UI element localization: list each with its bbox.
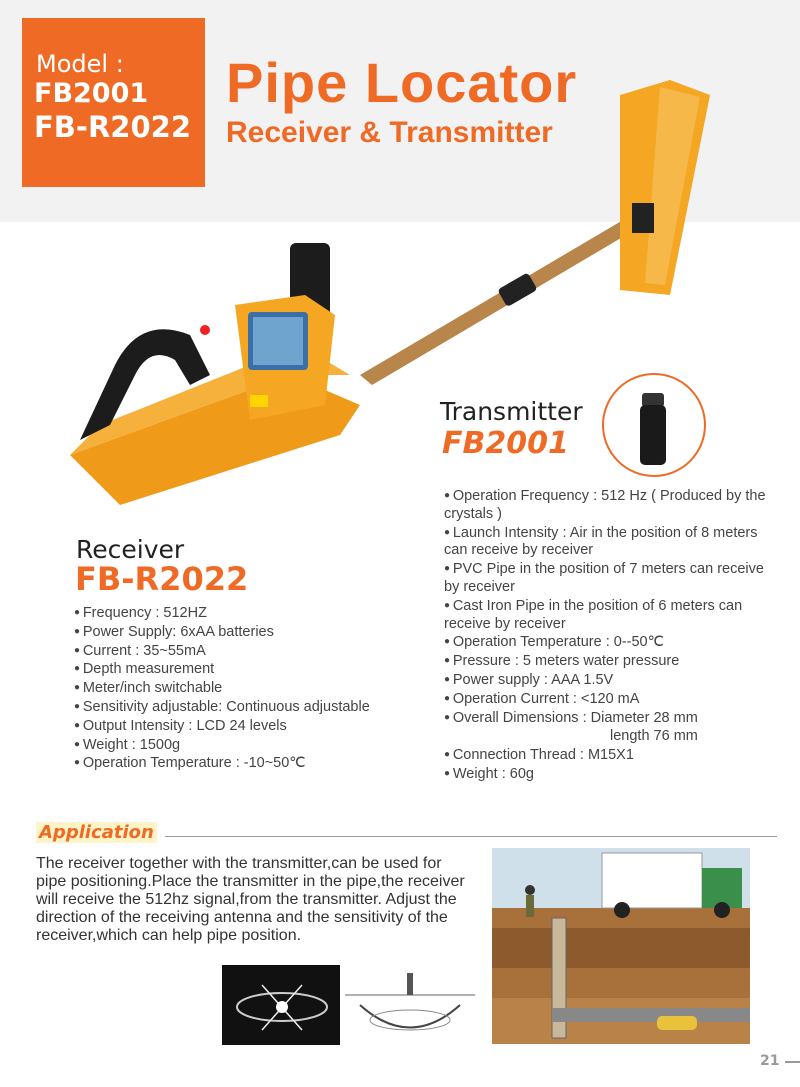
spec-item: ● Frequency : 512HZ: [74, 604, 370, 623]
transmitter-spec-list: [444, 487, 774, 784]
spec-item: ● Power supply : AAA 1.5V: [444, 671, 774, 690]
transmitter-icon: [604, 375, 704, 475]
receiver-model: FB-R2022: [75, 560, 249, 598]
application-text: The receiver together with the transmitter,can be used for pipe positioning.Place the transmitter in the pipe,the receiver will receive the 512hz signal,from the transmitter. Adjust the direction of the receiving antenna and the sensitivity of the receiver,which can help pipe position.: [36, 855, 465, 944]
transmitter-label: Transmitter: [440, 397, 583, 426]
spec-item: ● Operation Temperature : -10~50℃: [74, 754, 370, 773]
receiver-label: Receiver: [76, 535, 185, 564]
spec-item: ● Connection Thread : M15X1: [444, 746, 774, 765]
pipe-sketch-image: [345, 965, 475, 1045]
spec-item: ● PVC Pipe in the position of 7 meters can receive by receiver: [444, 560, 774, 597]
receiver-spec-list: [74, 604, 370, 773]
spec-item: ● Meter/inch switchable: [74, 679, 370, 698]
spec-item: ● Weight : 1500g: [74, 736, 370, 755]
spec-item: ● Sensitivity adjustable: Continuous adjustable: [74, 698, 370, 717]
spec-item: ● Operation Frequency : 512 Hz ( Produced by the crystals ): [444, 487, 774, 524]
spec-item: ● Current : 35~55mA: [74, 642, 370, 661]
spec-item: ● Power Supply: 6xAA batteries: [74, 623, 370, 642]
spec-item: ● Depth measurement: [74, 660, 370, 679]
divider: [165, 836, 777, 837]
page-number-rule: [785, 1061, 800, 1063]
transmitter-photo: [602, 373, 706, 477]
spec-item: ● Cast Iron Pipe in the position of 6 meters can receive by receiver: [444, 597, 774, 634]
spec-item: ● Weight : 60g: [444, 765, 774, 784]
transmitter-model: FB2001: [442, 426, 569, 461]
page-title: Pipe Locator: [226, 51, 578, 114]
spec-item: ● Operation Temperature : 0--50℃: [444, 633, 774, 652]
spec-item-continued: length 76 mm: [610, 728, 698, 745]
page-number: 21: [760, 1053, 780, 1069]
spec-item: ● Overall Dimensions : Diameter 28 mm: [444, 709, 774, 728]
model-1: FB2001: [34, 78, 149, 109]
spec-item: ● Operation Current : <120 mA: [444, 690, 774, 709]
application-heading: Application: [36, 822, 157, 843]
page-subtitle: Receiver & Transmitter: [226, 116, 553, 149]
signal-detection-image: [222, 965, 340, 1045]
spec-item: ● Output Intensity : LCD 24 levels: [74, 717, 370, 736]
spec-item: ● Launch Intensity : Air in the position of 8 meters can receive by receiver: [444, 524, 774, 561]
model-2: FB-R2022: [34, 110, 191, 144]
pipe-location-scene-image: [492, 848, 750, 1044]
model-label: Model :: [36, 50, 124, 78]
spec-item: ● Pressure : 5 meters water pressure: [444, 652, 774, 671]
